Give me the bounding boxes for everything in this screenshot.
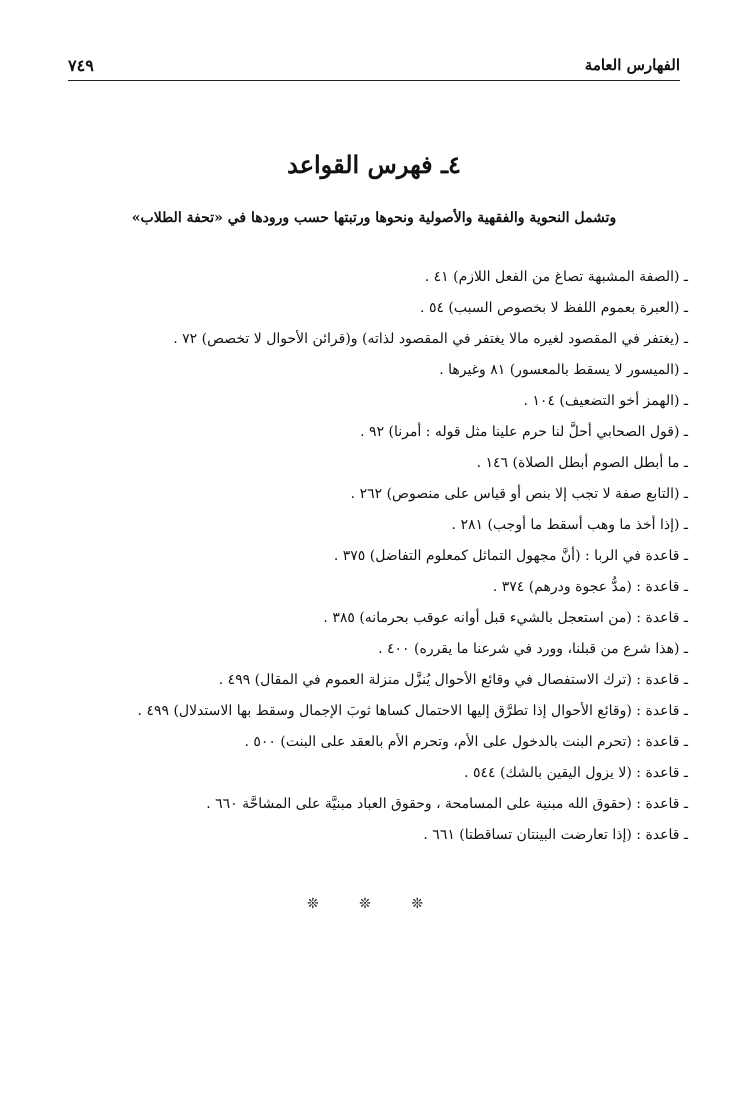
index-entry: ـ (التابع صفة لا تجب إلا بنص أو قياس على منصوص) ٢٦٢ . (350, 486, 688, 502)
index-entry: ـ (قول الصحابي أحلَّ لنا حرم علينا مثل قوله : أمرنا) ٩٢ . (360, 424, 688, 440)
section-end-ornament: ❊ ❊ ❊ (306, 896, 442, 912)
running-header-title: الفهارس العامة (584, 56, 680, 74)
index-entry: ـ قاعدة : (حقوق الله مبنية على المسامحة ، وحقوق العباد مبنيَّة على المشاحَّة ٦٦٠ . (206, 796, 688, 812)
rules-index-list (18, 262, 688, 851)
index-entry: ـ قاعدة : (وقائع الأحوال إذا تطرَّق إليها الاحتمال كساها ثوبَ الإجمال وسقط بها الاستدلال) ٤٩٩ . (137, 703, 688, 719)
page-number: ٧٤٩ (68, 55, 94, 75)
index-subtitle: وتشمل النحوية والفقهية والأصولية ونحوها ورتبتها حسب ورودها في «تحفة الطلاب» (131, 210, 617, 226)
index-entry: ـ قاعدة : (ترك الاستفصال في وقائع الأحوال يُنزَّل منزلة العموم في المقال) ٤٩٩ . (218, 672, 688, 688)
index-entry: ـ قاعدة : (مدُّ عجوة ودرهم) ٣٧٤ . (492, 579, 688, 595)
page-header (68, 50, 680, 81)
index-entry: ـ قاعدة في الربا : (أنَّ مجهول التماثل كمعلوم التفاضل) ٣٧٥ . (333, 548, 688, 564)
index-entry: ـ (الصفة المشبهة تصاغ من الفعل اللازم) ٤١ . (424, 269, 688, 285)
index-entry: ـ (العبرة بعموم اللفظ لا بخصوص السبب) ٥٤ . (420, 300, 688, 316)
index-entry: ـ ما أبطل الصوم أبطل الصلاة) ١٤٦ . (476, 455, 688, 471)
index-entry: ـ (الهمز أخو التضعيف) ١٠٤ . (523, 393, 688, 409)
index-entry: ـ قاعدة : (تحرم البنت بالدخول على الأم، وتحرم الأم بالعقد على البنت) ٥٠٠ . (244, 734, 688, 750)
index-entry: ـ قاعدة : (لا يزول اليقين بالشك) ٥٤٤ . (464, 765, 688, 781)
index-entry: ـ (الميسور لا يسقط بالمعسور) ٨١ وغيرها . (439, 362, 688, 378)
index-entry: ـ (إذا أخذ ما وهب أسقط ما أوجب) ٢٨١ . (451, 517, 688, 533)
index-entry: ـ (هذا شرع من قبلنا، وورد في شرعنا ما يقرره) ٤٠٠ . (378, 641, 688, 657)
index-entry: ـ قاعدة : (من استعجل بالشيء قبل أوانه عوقب بحرمانه) ٣٨٥ . (323, 610, 688, 626)
index-entry: ـ (يغتفر في المقصود لغيره مالا يغتفر في المقصود لذاته) و(قرائن الأحوال لا تخصص) ٧٢ . (173, 331, 688, 347)
index-title: ٤ـ فهرس القواعد (287, 150, 461, 179)
index-entry: ـ قاعدة : (إذا تعارضت البينتان تساقطتا) ٦٦١ . (423, 827, 688, 843)
